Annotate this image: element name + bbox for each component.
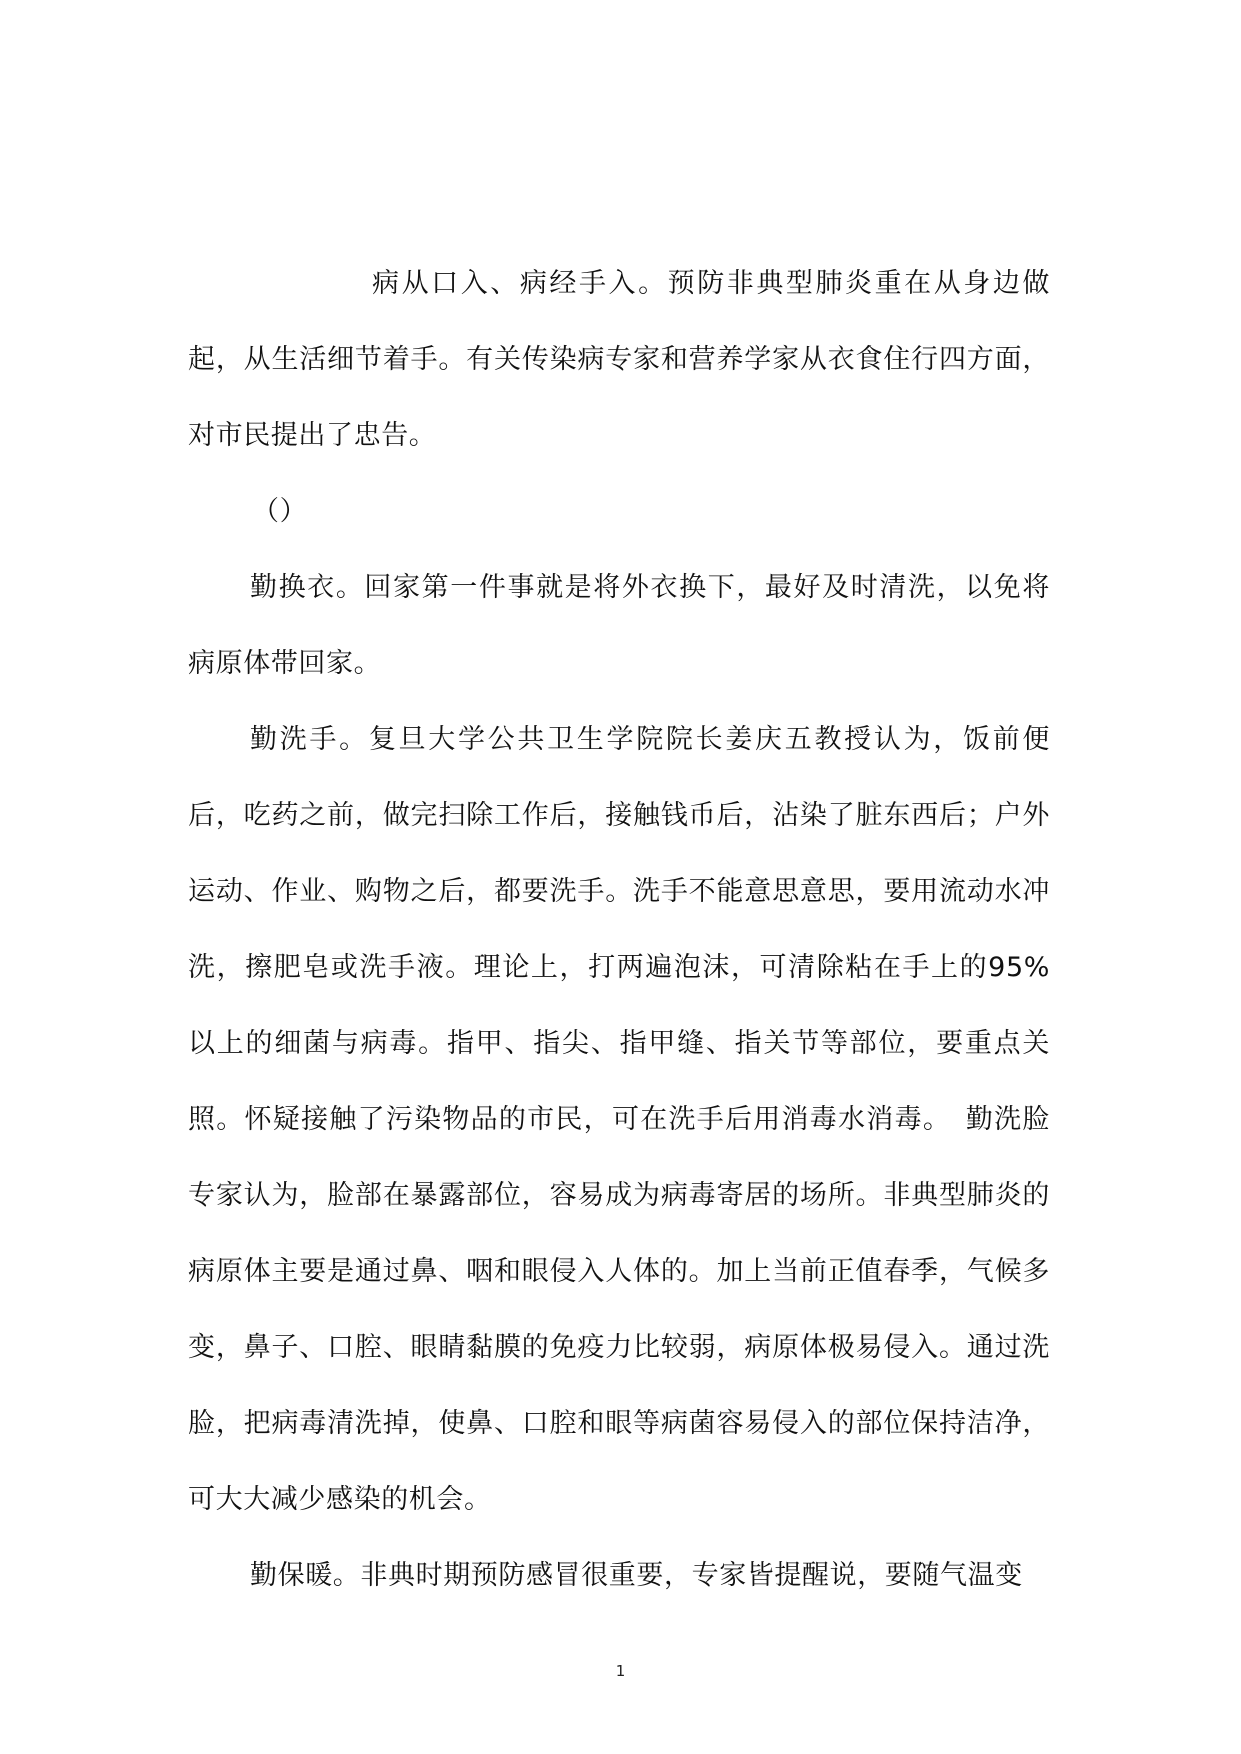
page-number: 1	[615, 1662, 626, 1680]
blank-parentheses: （）	[252, 496, 308, 527]
paragraph-keep-warm: 勤保暖。非典时期预防感冒很重要，专家皆提醒说，要随气温变	[250, 1560, 1023, 1591]
paragraph-wash-hands: 勤洗手。复旦大学公共卫生学院院长姜庆五教授认为，饭前便后，吃药之前，做完扫除工作后，接触钱币后，沾染了脏东西后；户外运动、作业、购物之后，都要洗手。洗手不能意思意思，要用流动水冲洗，擦肥皂或洗手液。理论上，打两遍泡沫，可清除粘在手上的95%以上的细菌与病毒。指甲、指尖、指甲缝、指关节等部位，要重点关照。怀疑接触了污染物品的市民，可在洗手后用消毒水消毒。 勤洗脸专家认为，脸部在暴露部位，容易成为病毒寄居的场所。非典型肺炎的病原体主要是通过鼻、咽和眼侵入人体的。加上当前正值春季，气候多变，鼻子、口腔、眼睛黏膜的免疫力比较弱，病原体极易侵入。通过洗脸，把病毒清洗掉，使鼻、口腔和眼等病菌容易侵入的部位保持洁净，可大大减少感染的机会。	[188, 724, 1050, 1515]
intro-paragraph: 病从口入、病经手入。预防非典型肺炎重在从身边做起，从生活细节着手。有关传染病专家和营养学家从衣食住行四方面，对市民提出了忠告。	[188, 268, 1050, 451]
paragraph-change-clothes: 勤换衣。回家第一件事就是将外衣换下，最好及时清洗，以免将病原体带回家。	[188, 572, 1050, 679]
document-body	[188, 246, 1050, 1614]
